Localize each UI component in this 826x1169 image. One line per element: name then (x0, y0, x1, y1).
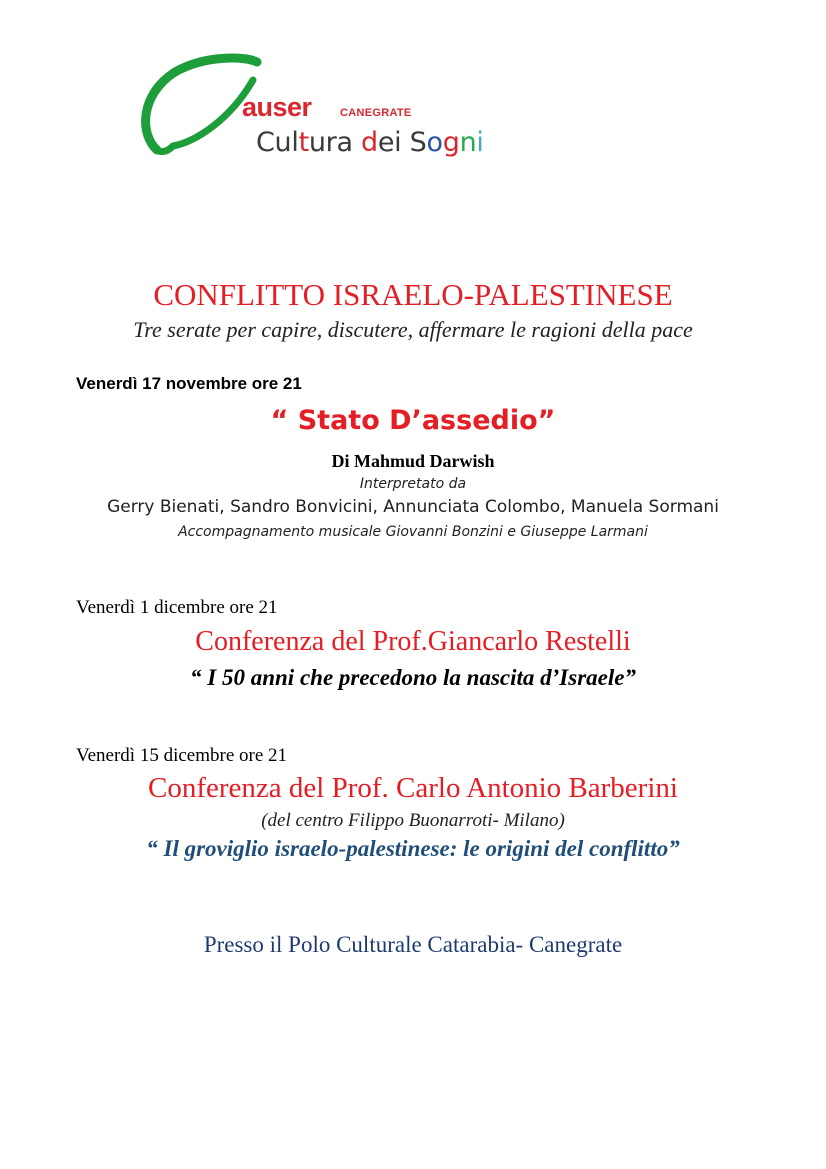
event-1-author: Di Mahmud Darwish (331, 451, 495, 471)
event-1-music: Accompagnamento musicale Giovanni Bonzini e Giuseppe Larmani (178, 524, 648, 540)
event-3-quote: “ Il groviglio israelo-palestinese: le origini del conflitto” (146, 836, 680, 861)
event-2-quote: “ I 50 anni che precedono la nascita d’Israele” (190, 665, 636, 690)
event-1-interpreted-label: Interpretato da (359, 476, 467, 492)
event-2-title: Conferenza del Prof.Giancarlo Restelli (195, 626, 631, 657)
event-3-affiliation: (del centro Filippo Buonarroti- Milano) (261, 810, 565, 831)
page-title: CONFLITTO ISRAELO-PALESTINESE (153, 277, 673, 312)
event-1-date: Venerdì 17 novembre ore 21 (76, 374, 302, 393)
logo-tagline: Cultura dei Sogni (256, 127, 484, 158)
venue: Presso il Polo Culturale Catarabia- Canegrate (203, 932, 623, 957)
event-3-title: Conferenza del Prof. Carlo Antonio Barberini (148, 772, 678, 804)
event-3-date: Venerdì 15 dicembre ore 21 (76, 745, 288, 766)
logo-location: CANEGRATE (340, 107, 412, 119)
logo-brand: auser (242, 92, 312, 122)
auser-logo (135, 50, 515, 170)
event-1-cast: Gerry Bienati, Sandro Bonvicini, Annunciata Colombo, Manuela Sormani (107, 497, 719, 517)
event-2-date: Venerdì 1 dicembre ore 21 (76, 597, 278, 618)
event-1-title: “ Stato D’assedio” (270, 405, 556, 436)
page-subtitle: Tre serate per capire, discutere, affermare le ragioni della pace (133, 317, 693, 342)
